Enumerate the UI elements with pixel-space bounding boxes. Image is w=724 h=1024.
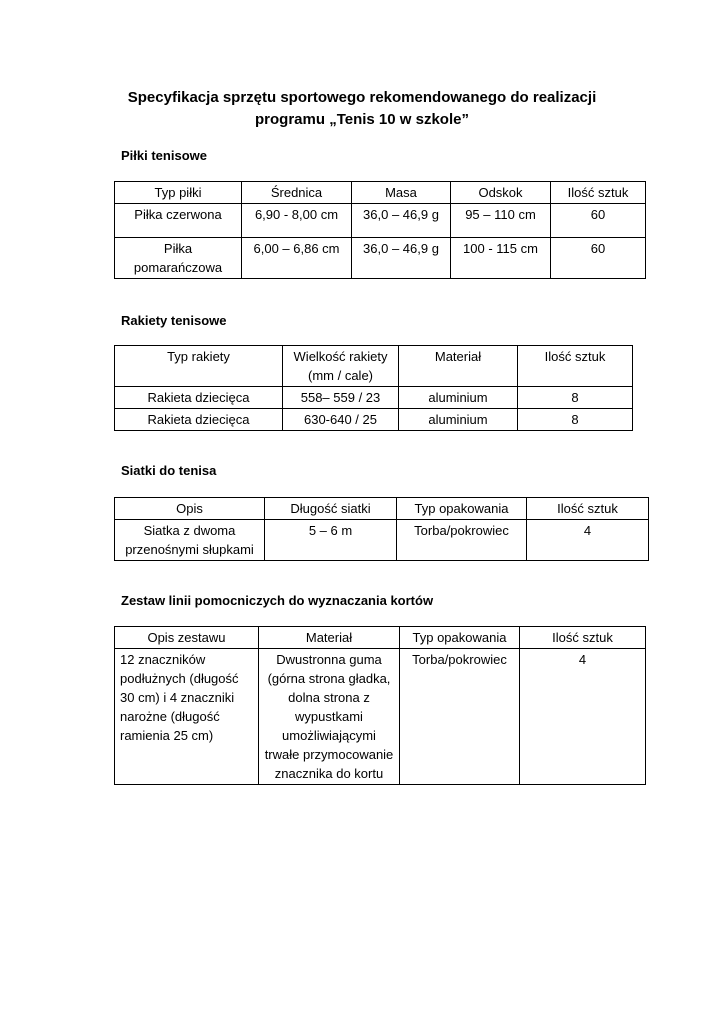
table-cell: 12 znaczników podłużnych (długość 30 cm) i 4 znaczniki narożne (długość ramienia 25 cm) bbox=[115, 649, 259, 785]
table-cell: 60 bbox=[551, 238, 646, 279]
table-cell: 8 bbox=[518, 409, 633, 431]
table-row bbox=[115, 649, 646, 785]
table-cell: 6,00 – 6,86 cm bbox=[242, 238, 352, 279]
document-title bbox=[0, 87, 724, 131]
table-cell: Torba/pokrowiec bbox=[400, 649, 520, 785]
document-title-line-2: programu „Tenis 10 w szkole” bbox=[255, 111, 469, 128]
column-header: Typ rakiety bbox=[115, 346, 283, 387]
table-cell: 558– 559 / 23 bbox=[283, 387, 399, 409]
column-header: Opis bbox=[115, 498, 265, 520]
table-header-row bbox=[115, 346, 633, 387]
rackets-heading: Rakiety tenisowe bbox=[121, 313, 227, 328]
column-header: Odskok bbox=[451, 182, 551, 204]
table-cell: 60 bbox=[551, 204, 646, 238]
table-cell: Siatka z dwoma przenośnymi słupkami bbox=[115, 520, 265, 561]
balls-table bbox=[114, 181, 646, 279]
table-row bbox=[115, 204, 646, 238]
lines-table bbox=[114, 626, 646, 785]
table-cell: aluminium bbox=[399, 409, 518, 431]
table-cell: 6,90 - 8,00 cm bbox=[242, 204, 352, 238]
table-row bbox=[115, 238, 646, 279]
table-cell: Dwustronna guma (górna strona gładka, dolna strona z wypustkami umożliwiającymi trwałe przymocowanie znacznika do kortu bbox=[259, 649, 400, 785]
table-cell: 95 – 110 cm bbox=[451, 204, 551, 238]
table-cell: 100 - 115 cm bbox=[451, 238, 551, 279]
table-cell: 630-640 / 25 bbox=[283, 409, 399, 431]
column-header: Materiał bbox=[259, 627, 400, 649]
table-cell: Piłka czerwona bbox=[115, 204, 242, 238]
table-cell: 36,0 – 46,9 g bbox=[352, 204, 451, 238]
column-header: Średnica bbox=[242, 182, 352, 204]
table-cell: 4 bbox=[527, 520, 649, 561]
column-header: Ilość sztuk bbox=[520, 627, 646, 649]
table-header-row bbox=[115, 627, 646, 649]
table-cell: 36,0 – 46,9 g bbox=[352, 238, 451, 279]
column-header: Długość siatki bbox=[265, 498, 397, 520]
table-cell: Rakieta dziecięca bbox=[115, 409, 283, 431]
document-title-line-1: Specyfikacja sprzętu sportowego rekomendowanego do realizacji bbox=[127, 89, 597, 106]
table-header-row bbox=[115, 182, 646, 204]
table-header-row bbox=[115, 498, 649, 520]
table-row bbox=[115, 409, 633, 431]
table-row bbox=[115, 387, 633, 409]
column-header: Opis zestawu bbox=[115, 627, 259, 649]
lines-heading: Zestaw linii pomocniczych do wyznaczania kortów bbox=[121, 593, 434, 608]
column-header: Ilość sztuk bbox=[527, 498, 649, 520]
column-header: Typ opakowania bbox=[400, 627, 520, 649]
column-header: Ilość sztuk bbox=[518, 346, 633, 387]
column-header: Typ opakowania bbox=[397, 498, 527, 520]
nets-heading: Siatki do tenisa bbox=[121, 463, 217, 478]
table-cell: aluminium bbox=[399, 387, 518, 409]
column-header: Typ piłki bbox=[115, 182, 242, 204]
table-cell: 8 bbox=[518, 387, 633, 409]
column-header: Ilość sztuk bbox=[551, 182, 646, 204]
balls-heading: Piłki tenisowe bbox=[121, 148, 207, 163]
nets-table bbox=[114, 497, 649, 561]
rackets-table bbox=[114, 345, 633, 431]
table-cell: Rakieta dziecięca bbox=[115, 387, 283, 409]
table-cell: 5 – 6 m bbox=[265, 520, 397, 561]
column-header: Wielkość rakiety (mm / cale) bbox=[283, 346, 399, 387]
table-cell: Piłka pomarańczowa bbox=[115, 238, 242, 279]
column-header: Masa bbox=[352, 182, 451, 204]
table-cell: 4 bbox=[520, 649, 646, 785]
table-row bbox=[115, 520, 649, 561]
table-cell: Torba/pokrowiec bbox=[397, 520, 527, 561]
column-header: Materiał bbox=[399, 346, 518, 387]
